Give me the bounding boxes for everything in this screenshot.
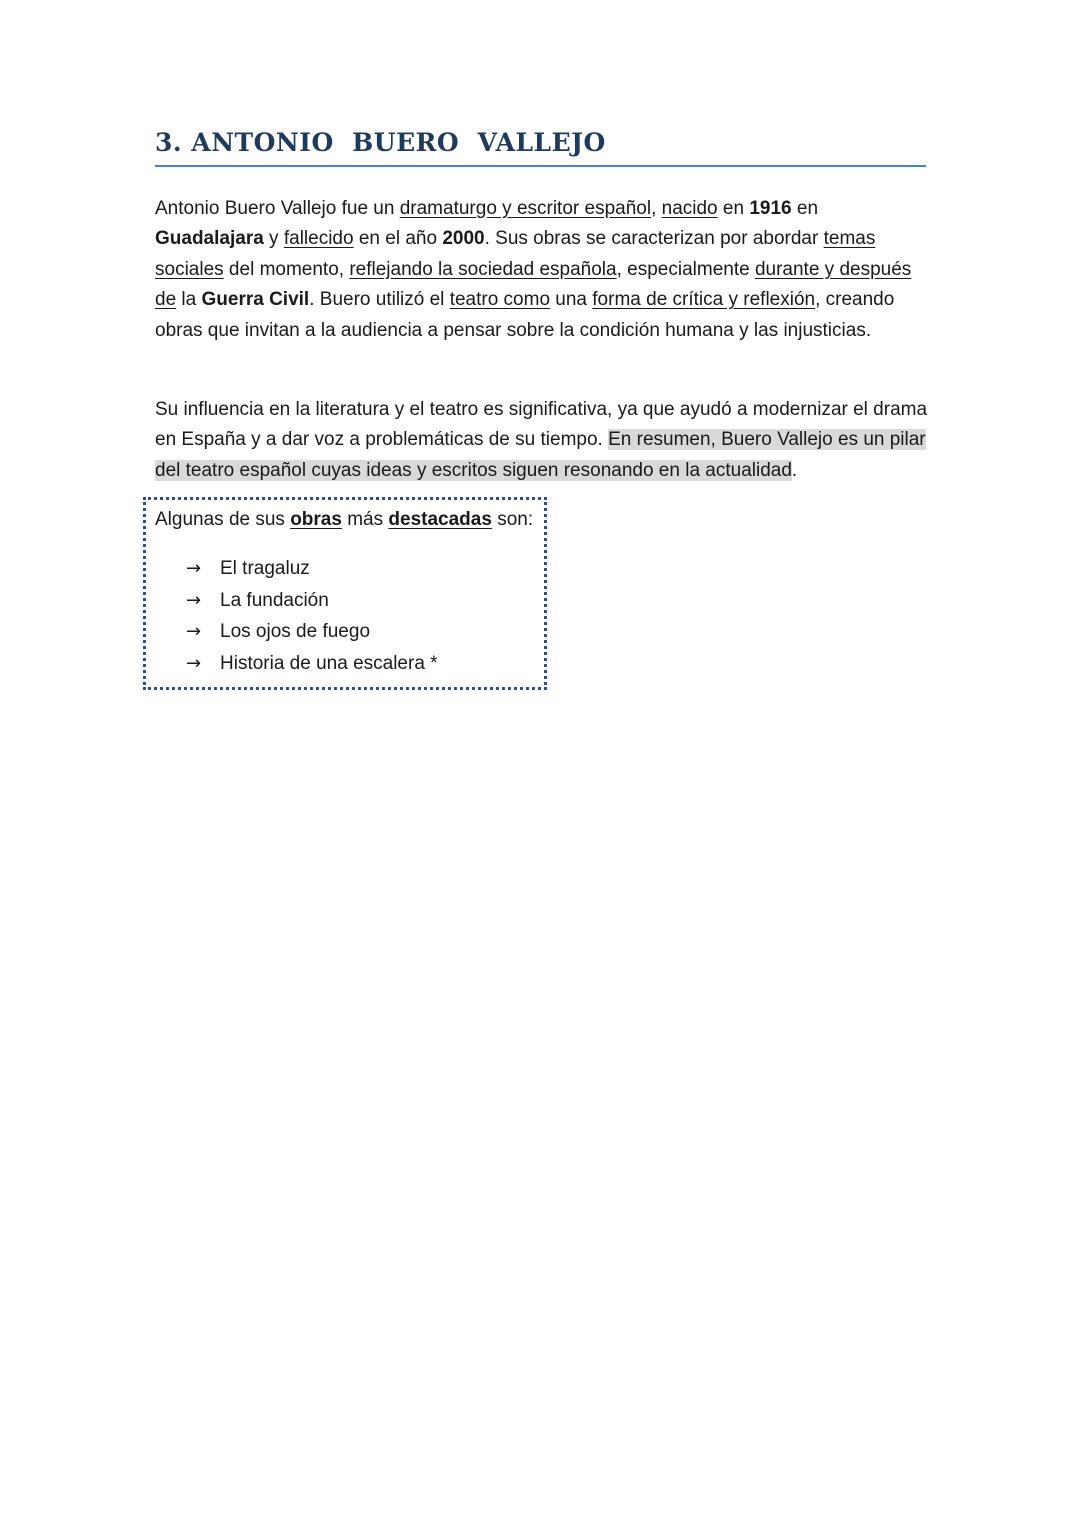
highlighted-summary: En resumen, Buero Vallejo es un pilar del teatro español cuyas ideas y escritos siguen resonando en la actualidad — [155, 429, 926, 481]
works-intro — [155, 505, 533, 535]
list-item — [186, 616, 438, 648]
underlined-phrase: temas sociales — [155, 228, 876, 280]
right-arrow-icon: → — [186, 621, 202, 642]
biography-paragraph — [155, 194, 930, 346]
bold-underlined-word: destacadas — [388, 509, 492, 530]
text-run: en el año — [353, 228, 443, 250]
work-title: Los ojos de fuego — [220, 621, 371, 642]
text-run: Algunas de sus — [155, 509, 291, 530]
text-run: y — [263, 228, 284, 250]
right-arrow-icon: → — [186, 652, 202, 674]
text-run: Antonio Buero Vallejo fue un — [155, 198, 400, 219]
list-item — [186, 648, 438, 680]
text-run: del momento, — [223, 258, 350, 280]
text-run: , especialmente — [616, 258, 755, 280]
list-item — [186, 585, 438, 617]
bold-year: 1916 — [749, 198, 792, 219]
text-run: Su influencia en la literatura y el teatro es significativa, ya que ayudó a modernizar el drama en España y a dar voz a problemáticas de su tiempo. — [155, 399, 928, 451]
list-item — [186, 553, 438, 585]
work-title: Historia de una escalera * — [220, 652, 438, 674]
bold-event: Guerra Civil — [201, 289, 310, 311]
bold-year: 2000 — [442, 228, 485, 250]
underlined-phrase: dramaturgo y escritor español — [399, 198, 652, 219]
right-arrow-icon: → — [186, 589, 202, 611]
text-run: en — [791, 198, 819, 219]
text-run: . Sus obras se caracterizan por abordar — [484, 228, 824, 250]
underlined-phrase: forma de crítica y reflexión — [592, 289, 816, 311]
text-run: . — [791, 459, 798, 481]
right-arrow-icon: → — [186, 558, 202, 579]
underlined-phrase: reflejando la sociedad española — [349, 258, 617, 280]
section-title: 3. ANTONIO BUERO VALLEJO — [155, 128, 606, 157]
underlined-phrase: durante y después de — [155, 258, 912, 311]
text-run: en — [717, 198, 750, 219]
text-run: , creando obras que invitan a la audiencia a pensar sobre la condición humana y las injusticias. — [155, 289, 895, 341]
underlined-phrase: nacido — [661, 198, 718, 219]
text-run: son: — [491, 509, 534, 530]
text-run: la — [176, 289, 202, 311]
text-run: , — [651, 198, 662, 219]
text-run: más — [341, 509, 389, 530]
text-run: . Buero utilizó el — [309, 289, 450, 311]
influence-paragraph — [155, 395, 930, 486]
work-title: El tragaluz — [220, 558, 310, 579]
title-underline-rule — [155, 165, 926, 167]
text-run: una — [550, 289, 593, 311]
bold-underlined-word: obras — [290, 509, 342, 530]
works-list — [186, 553, 438, 679]
underlined-phrase: fallecido — [283, 228, 354, 250]
underlined-phrase: teatro como — [449, 289, 551, 311]
work-title: La fundación — [220, 589, 329, 611]
bold-place: Guadalajara — [155, 228, 264, 250]
